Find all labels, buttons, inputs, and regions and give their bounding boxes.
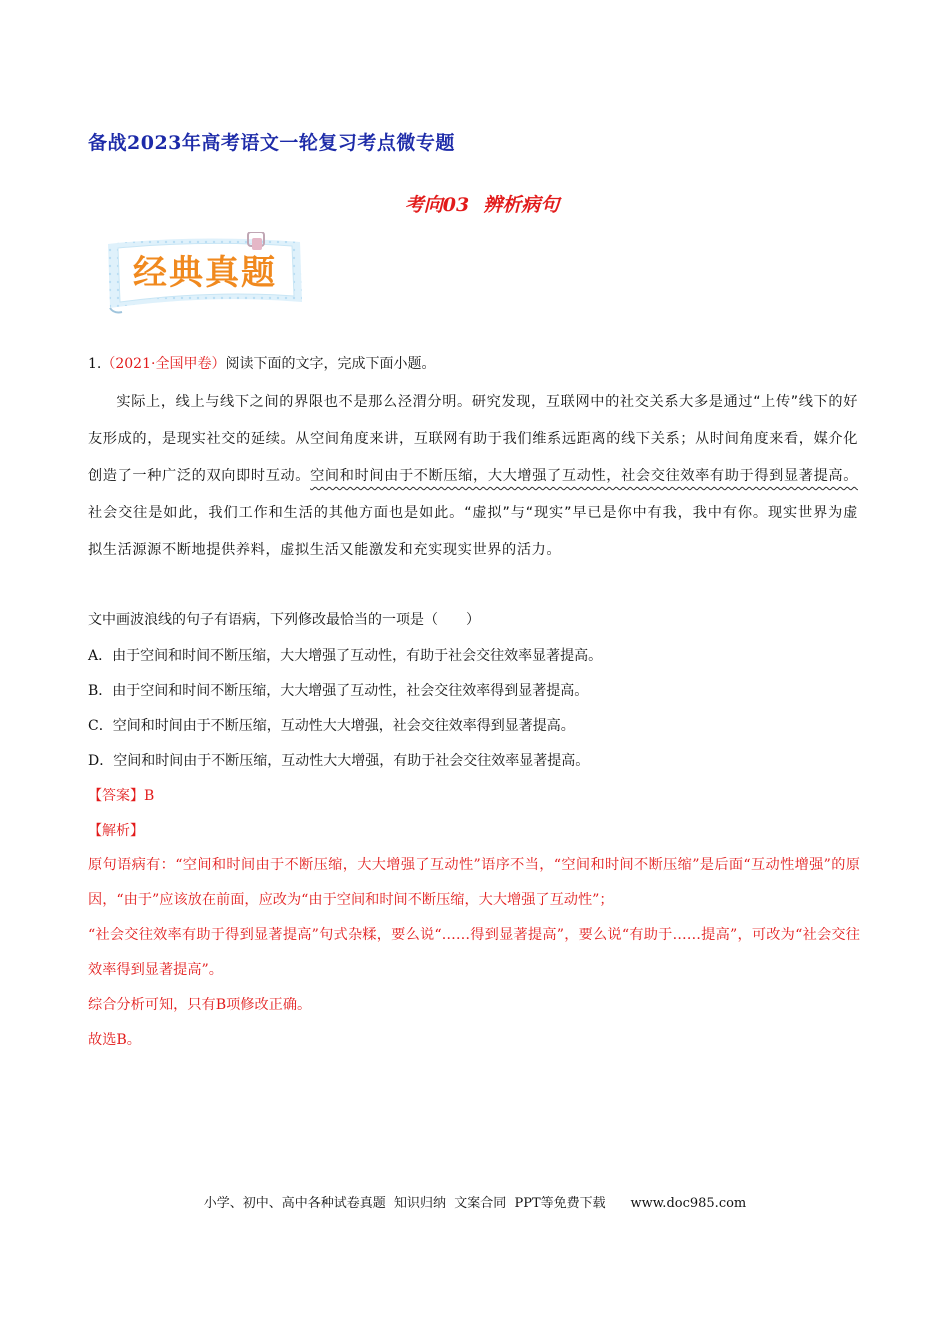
- section-name: 辨析病句: [483, 194, 560, 216]
- answer-value: B: [144, 788, 155, 804]
- wavy-underlined-sentence: 空间和时间由于不断压缩，大大增强了互动性，社会交往效率有助于得到显著提高。: [310, 468, 858, 484]
- banner-text: 经典真题: [133, 253, 277, 293]
- analysis-paragraph: 原句语病有：“空间和时间由于不断压缩，大大增强了互动性”语序不当，“空间和时间不断压缩”是后面“互动性增强”的原因，“由于”应该放在前面，应改为“由于空间和时间不断压缩，大大增强了互动性”；: [88, 857, 860, 908]
- answer-line: [88, 786, 154, 806]
- option-c: C．空间和时间由于不断压缩，互动性大大增强，社会交往效率得到显著提高。: [88, 718, 575, 734]
- passage-text-after: 社会交往是如此，我们工作和生活的其他方面也是如此。“虚拟”与“现实”早已是你中有我，我中有你。现实世界为虚拟生活源源不断地提供养料，虚拟生活又能激发和充实现实世界的活力。: [88, 505, 858, 558]
- classic-questions-banner: [100, 232, 310, 320]
- question-number: 1.: [88, 356, 102, 372]
- option-a: A．由于空间和时间不断压缩，大大增强了互动性，有助于社会交往效率显著提高。: [88, 648, 603, 664]
- option-b: B．由于空间和时间不断压缩，大大增强了互动性，社会交往效率得到显著提高。: [88, 683, 589, 699]
- question-stem: 文中画波浪线的句子有语病，下列修改最恰当的一项是（ ）: [88, 612, 480, 628]
- analysis-body: [88, 848, 860, 1058]
- section-title: [0, 190, 950, 217]
- analysis-paragraph: 故选B。: [88, 1032, 141, 1048]
- question-intro: [88, 354, 435, 374]
- question-prompt: 阅读下面的文字，完成下面小题。: [225, 356, 436, 372]
- answer-label: 【答案】: [88, 788, 144, 804]
- analysis-paragraph: “社会交往效率有助于得到显著提高”句式杂糅，要么说“……得到显著提高”，要么说“有助于……提高”，可改为“社会交往效率得到显著提高”。: [88, 927, 860, 978]
- page-footer: [0, 1192, 950, 1211]
- reading-passage: [88, 384, 858, 569]
- passage-text-before: 实际上，线上与线下之间的界限也不是那么泾渭分明。研究发现，互联网中的社交关系大多是通过“上传”线下的好友形成的，是现实社交的延续。从空间角度来讲，互联网有助于我们维系远距离的线下关系；从时间角度来看，媒介化创造了一种广泛的双向即时互动。: [88, 394, 858, 484]
- document-header-title: 备战2023年高考语文一轮复习考点微专题: [88, 132, 455, 154]
- footer-text: 小学、初中、高中各种试卷真题 知识归纳 文案合同 PPT等免费下载 www.doc985.com: [203, 1196, 747, 1211]
- question-source: （2021·全国甲卷）: [101, 356, 226, 372]
- section-code: 考向03: [404, 194, 470, 216]
- analysis-label: 【解析】: [88, 823, 144, 839]
- analysis-paragraph: 综合分析可知，只有B项修改正确。: [88, 997, 312, 1013]
- option-d: D．空间和时间由于不断压缩，互动性大大增强，有助于社会交往效率显著提高。: [88, 753, 590, 769]
